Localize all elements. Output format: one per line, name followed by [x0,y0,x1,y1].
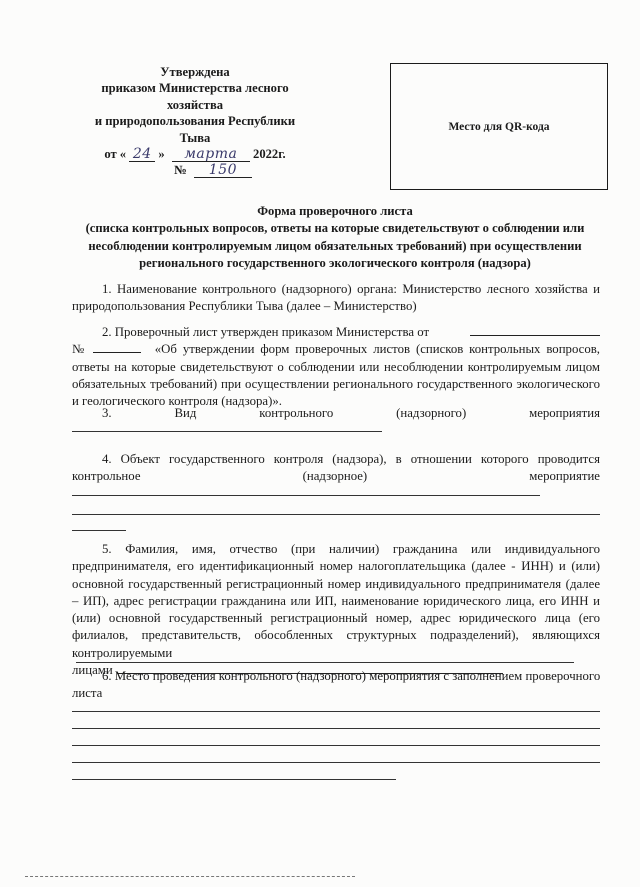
item-4-text: 4. Объект государственного контроля (надзора), в отношении которого проводится [102,452,600,466]
item-4-fill-line[interactable] [72,495,540,496]
item-6-last-word: листа [72,686,103,701]
form-title-subtitle: регионального государственного экологического контроля (надзора) [139,255,531,270]
number-prefix: № [174,163,187,178]
item-6-text: 6. Место проведения контрольного (надзорного) мероприятия с заполнением проверочного [102,669,601,683]
date-prefix: от « [104,147,127,162]
approval-heading: Утверждена [160,65,230,79]
handwritten-number: 150 [194,163,252,178]
item-5-fill-line[interactable] [76,662,574,663]
date-blank[interactable] [470,324,600,336]
item-6-fill-line[interactable] [72,779,396,780]
item-2-start: 2. Проверочный лист утвержден приказом Министерства от [102,325,430,339]
date-mid: » [158,147,165,162]
scan-edge-line [25,876,355,877]
item-4 [72,451,600,486]
approval-line: хозяйства [166,97,224,112]
item-6-fill-line[interactable] [72,745,600,746]
approval-line: Тыва [179,130,211,145]
item-4-fill-line[interactable] [72,514,600,515]
approval-line: приказом Министерства лесного [101,81,289,96]
item-3-fill-line[interactable] [72,431,382,432]
item-6 [72,668,600,703]
item-6-fill-line[interactable] [72,762,600,763]
item-4-word: (надзорное) [302,469,368,484]
form-title [72,203,598,272]
item-3-word: контрольного [259,406,334,420]
item-5-last-word: лицами [72,663,113,678]
number-blank[interactable] [93,341,141,353]
item-3-word: мероприятия [529,406,600,420]
item-4-word: мероприятие [529,469,600,484]
item-2-number-label: № [72,342,87,357]
qr-code-placeholder [390,63,608,190]
handwritten-month: марта [172,147,250,162]
item-3-word: 3. [102,406,112,420]
item-3-word: Вид [174,406,197,420]
item-3-word: (надзорного) [396,406,467,420]
item-4-fill-line[interactable] [72,530,126,531]
approval-line: и природопользования Республики [94,114,296,129]
date-year: 2022г. [253,147,286,162]
item-4-word: контрольное [72,469,141,484]
item-5-text: 5. Фамилия, имя, отчество (при наличии) гражданина или индивидуального предпринимателя, его идентификационный номер налогоплательщика (далее - ИНН) и (или) основной государственный регистрационный номер индивидуального предпринимателя (далее – ИП), адрес регистрации гражданина или ИП, наименование юридического лица, его ИНН и (или) основной государственный регистрационный номер, адрес юридического лица (его филиалов, представительств, обособленных структурных подразделений), являющихся контролируемыми [72,542,600,660]
handwritten-day: 24 [129,147,155,162]
item-6-fill-line[interactable] [72,711,600,712]
form-title-main: Форма проверочного листа [257,204,413,218]
item-5 [72,541,600,679]
form-title-subtitle: несоблюдении контролируемым лицом обязательных требований) при осуществлении [88,238,582,253]
item-3 [72,405,600,422]
item-6-fill-line[interactable] [72,728,600,729]
qr-code-label: Место для QR-кода [448,120,550,133]
item-1-text: 1. Наименование контрольного (надзорного) органа: Министерство лесного хозяйства и природопользования Республики Тыва (далее – Министерство) [72,282,600,314]
form-title-subtitle: (списка контрольных вопросов, ответы на которые свидетельствуют о соблюдении или [85,221,585,236]
approval-date [70,146,320,162]
approval-number [70,162,320,178]
item-2-text: «Об утверждении форм проверочных листов (списков контрольных вопросов, ответы на которые свидетельствуют о соблюдении или несоблюдении контролируемым лицом обязательных требований) при осуществлении регионального государственного экологического и геологического контроля (надзора)». [72,342,600,409]
item-1 [72,281,600,316]
item-2 [72,324,600,410]
approval-block [70,64,320,179]
